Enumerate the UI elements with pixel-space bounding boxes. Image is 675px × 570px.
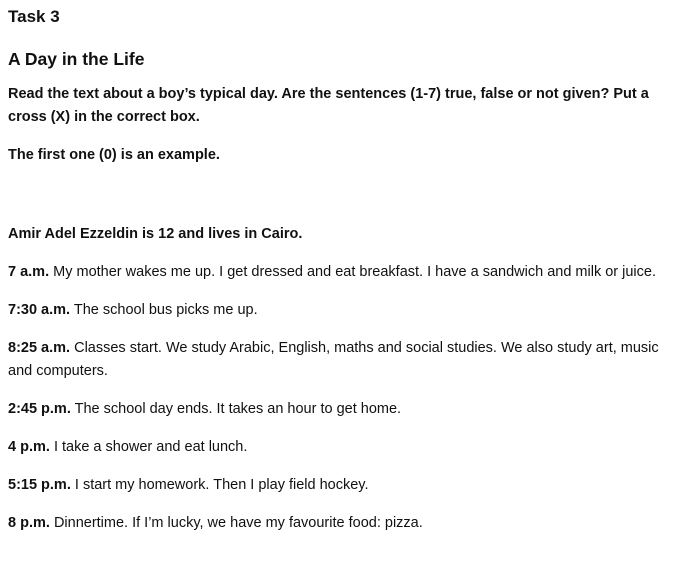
schedule-entry [8, 512, 668, 535]
schedule-entry [8, 474, 668, 497]
entry-time: 7:30 a.m. [8, 302, 71, 318]
schedule-entry [8, 299, 668, 322]
entry-text: I take a shower and eat lunch. [53, 439, 248, 455]
instructions: Read the text about a boy’s typical day. Are the sentences (1-7) true, false or not given? Put a cross (X) in the correct box. [8, 86, 649, 125]
entry-time: 7 a.m. [8, 264, 50, 280]
entry-text: My mother wakes me up. I get dressed and eat breakfast. I have a sandwich and milk or juice. [53, 264, 656, 280]
entry-time: 4 p.m. [8, 439, 50, 455]
task-label: Task 3 [8, 7, 60, 26]
entry-text: Classes start. We study Arabic, English, maths and social studies. We also study art, music and computers. [8, 340, 659, 379]
entry-text: The school bus picks me up. [73, 302, 258, 318]
page-title: A Day in the Life [8, 49, 145, 69]
worksheet [8, 6, 668, 535]
schedule-entry [8, 436, 668, 459]
entry-time: 8 p.m. [8, 515, 50, 531]
entry-time: 8:25 a.m. [8, 340, 71, 356]
entry-time: 2:45 p.m. [8, 401, 71, 417]
schedule-entry [8, 398, 668, 421]
schedule-entry [8, 337, 668, 383]
entry-text: I start my homework. Then I play field hockey. [74, 477, 369, 493]
entry-text: The school day ends. It takes an hour to get home. [74, 401, 402, 417]
entry-time: 5:15 p.m. [8, 477, 71, 493]
entry-text: Dinnertime. If I’m lucky, we have my favourite food: pizza. [53, 515, 423, 531]
daily-schedule [8, 261, 668, 535]
intro-sentence: Amir Adel Ezzeldin is 12 and lives in Cairo. [8, 226, 303, 242]
schedule-entry [8, 261, 668, 284]
example-note: The first one (0) is an example. [8, 147, 220, 163]
